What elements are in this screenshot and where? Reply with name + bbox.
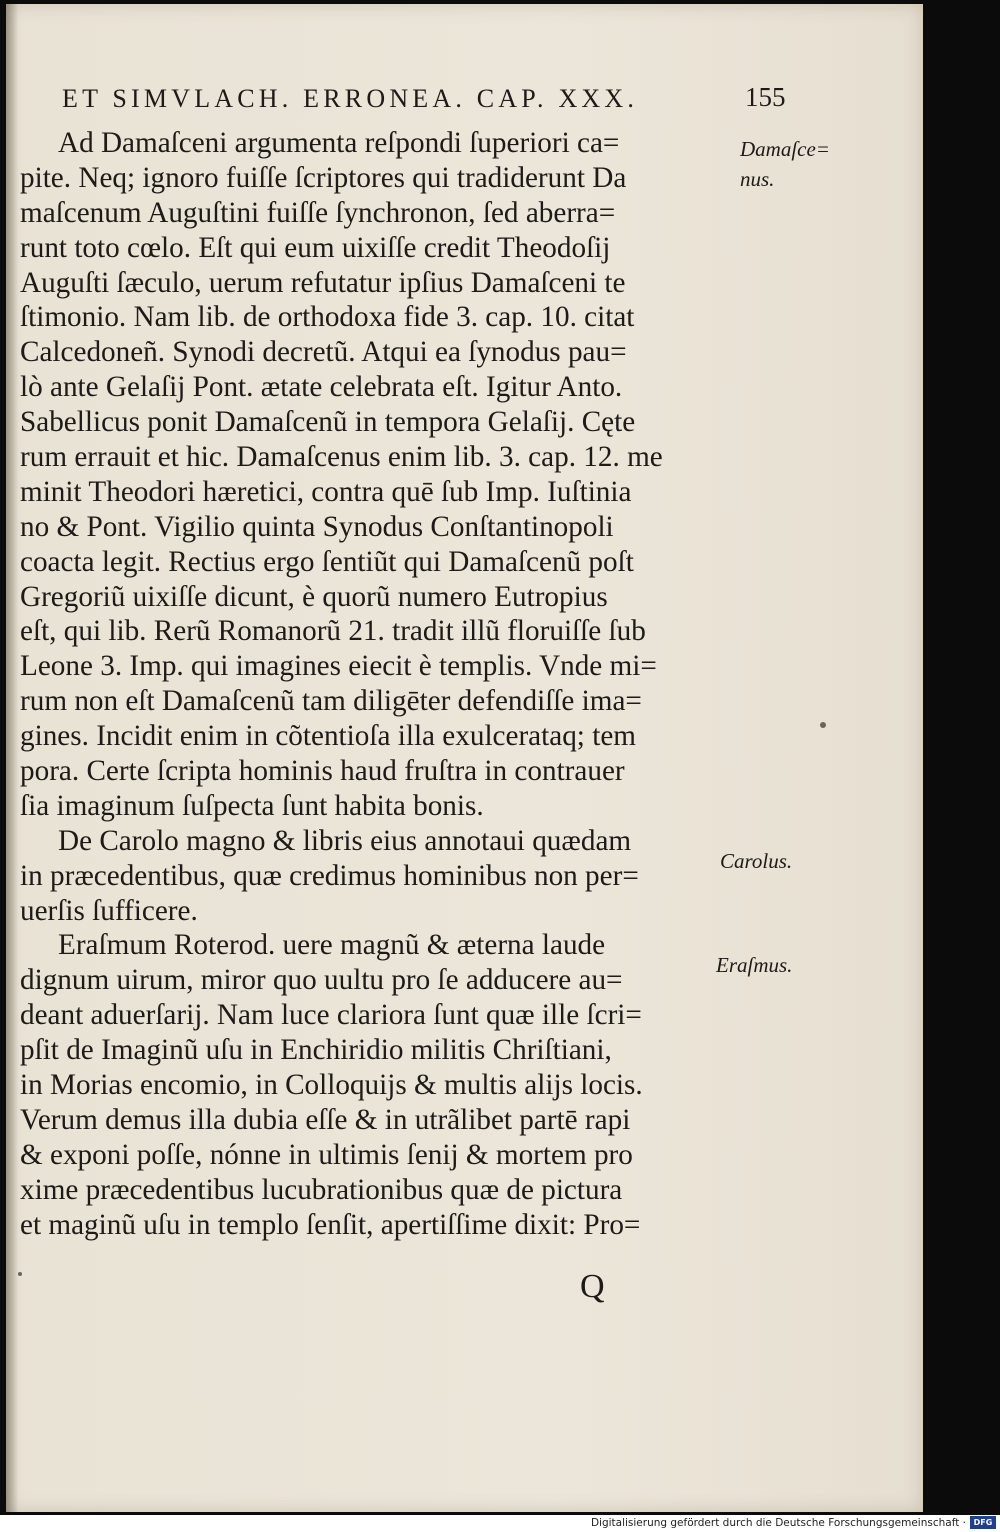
text-line: in præcedentibus, quæ credimus hominibus non per= — [20, 859, 639, 892]
text-line: in Morias encomio, in Colloquijs & multis alijs locis. — [20, 1069, 643, 1102]
margin-note-damascenus — [740, 134, 830, 194]
text-line: coacta legit. Rectius ergo ſentiũt qui Damaſcenũ poſt — [20, 545, 634, 578]
text-line: pora. Certe ſcripta hominis haud fruſtra in contrauer — [20, 755, 625, 788]
margin-note-carolus: Carolus. — [720, 849, 793, 873]
text-line: Sabellicus ponit Damaſcenũ in tempora Gelaſij. Cęte — [20, 406, 636, 439]
margin-note-line: Damaſce= — [740, 137, 830, 161]
margin-note-line: nus. — [740, 167, 775, 191]
margin-note-erasmus: Eraſmus. — [716, 953, 793, 977]
text-line: et maginũ uſu in templo ſenſit, apertiſſime dixit: Pro= — [20, 1208, 641, 1241]
page-number: 155 — [745, 82, 786, 112]
text-line: uerſis ſufficere. — [20, 894, 198, 927]
catchword: Q — [580, 1268, 605, 1305]
text-line: ſtimonio. Nam lib. de orthodoxa fide 3. cap. 10. citat — [20, 301, 635, 334]
funding-credit: Digitalisierung gefördert durch die Deutsche Forschungsgemeinschaft · — [590, 1517, 966, 1529]
text-line: ſia imaginum ſuſpecta ſunt habita bonis. — [20, 789, 484, 822]
text-line: Eraſmum Roterod. uere magnũ & æterna laude — [58, 929, 606, 962]
main-text-block — [20, 126, 725, 1243]
dfg-logo: DFG — [970, 1516, 996, 1529]
gutter-shadow — [6, 4, 18, 1512]
text-line: gines. Incidit enim in cõtentioſa illa exulcerataq; tem — [20, 720, 636, 753]
text-line: Calcedoneñ. Synodi decretũ. Atqui ea ſynodus pau= — [20, 336, 627, 369]
text-line: dignum uirum, miror quo uultu pro ſe adducere au= — [20, 964, 623, 997]
text-line: pite. Neq; ignoro fuiſſe ſcriptores qui tradiderunt Da — [20, 161, 627, 194]
text-line: Auguſti ſæculo, uerum refutatur ipſius Damaſceni te — [20, 266, 626, 299]
text-line: maſcenum Auguſtini fuiſſe ſynchronon, ſed aberra= — [20, 196, 616, 229]
text-line: De Carolo magno & libris eius annotaui quædam — [58, 824, 632, 857]
text-line: Leone 3. Imp. qui imagines eiecit è templis. Vnde mi= — [20, 650, 657, 683]
text-line: rum non eſt Damaſcenũ tam diligēter defendiſſe ima= — [20, 685, 642, 718]
text-line: runt toto cœlo. Eſt qui eum uixiſſe credit Theodoſij — [20, 231, 611, 264]
text-line: no & Pont. Vigilio quinta Synodus Conſtantinopoli — [20, 510, 614, 543]
text-line: xime præcedentibus lucubrationibus quæ de pictura — [20, 1173, 623, 1206]
text-line: rum errauit et hic. Damaſcenus enim lib. 3. cap. 12. me — [20, 441, 663, 474]
text-line: Gregoriũ uixiſſe dicunt, è quorũ numero Eutropius — [20, 580, 608, 613]
text-line: Ad Damaſceni argumenta reſpondi ſuperiori ca= — [58, 127, 620, 159]
running-head: ET SIMVLACH. ERRONEA. CAP. XXX. — [62, 84, 639, 113]
text-line: eſt, qui lib. Rerũ Romanorũ 21. tradit illũ floruiſſe ſub — [20, 615, 646, 648]
text-line: pſit de Imaginũ uſu in Enchiridio militis Chriſtiani, — [20, 1034, 612, 1067]
text-line: minit Theodori hæretici, contra quē ſub Imp. Iuſtinia — [20, 475, 632, 508]
text-line: lò ante Gelaſij Pont. ætate celebrata eſt. Igitur Anto. — [20, 371, 623, 404]
text-line: & exponi poſſe, nónne in ultimis ſenij & mortem pro — [20, 1138, 633, 1171]
ink-speck — [820, 722, 826, 728]
ink-speck — [18, 1272, 22, 1276]
text-line: Verum demus illa dubia eſſe & in utrãlibet partē rapi — [20, 1103, 631, 1136]
text-line: deant aduerſarij. Nam luce clariora ſunt quæ ille ſcri= — [20, 999, 642, 1032]
